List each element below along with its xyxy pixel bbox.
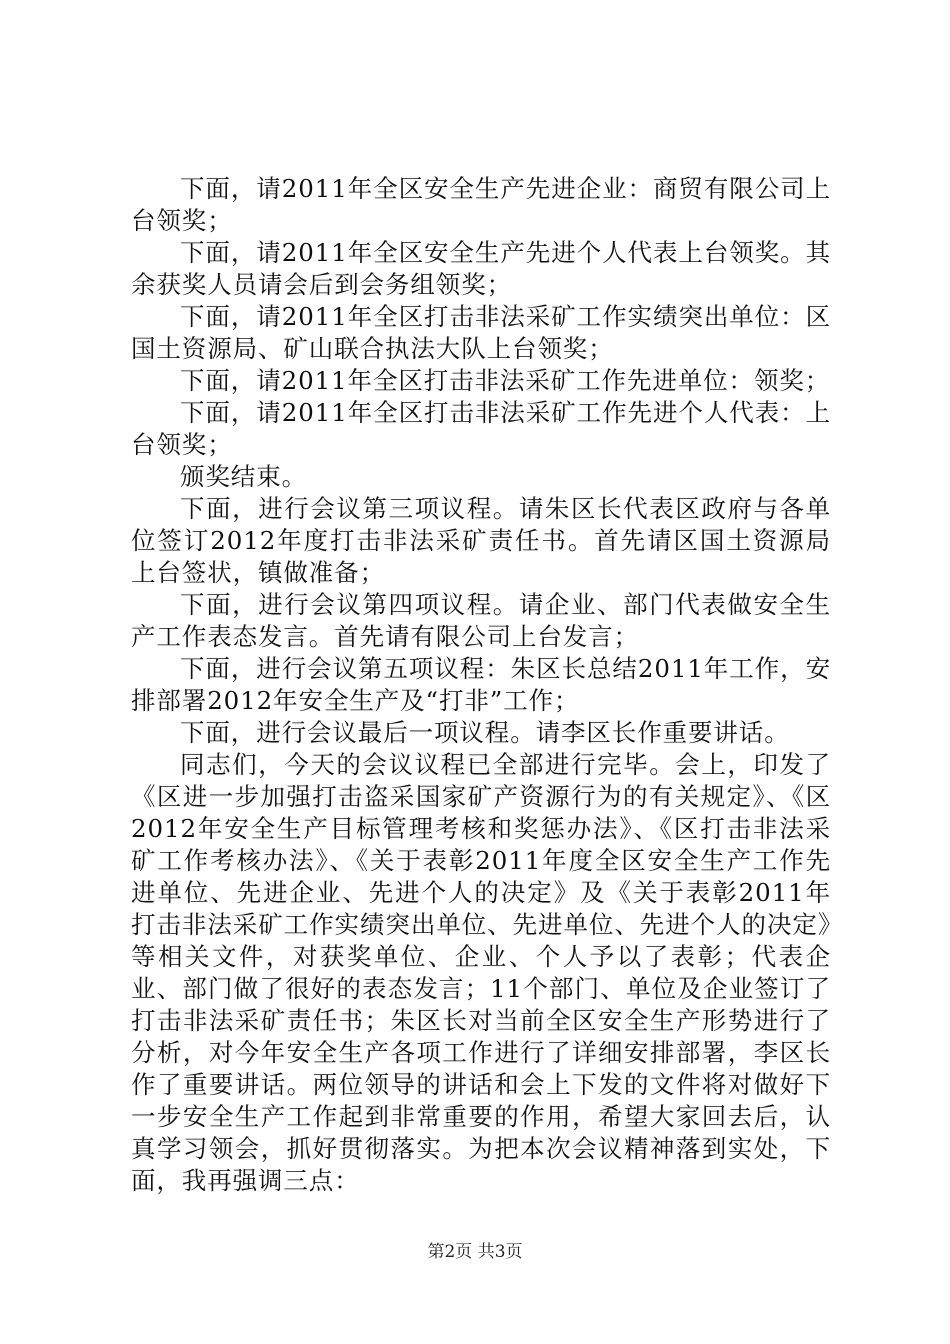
paragraph-agenda-last: 下面，进行会议最后一项议程。请李区长作重要讲话。 xyxy=(180,718,790,747)
paragraph-award-outstanding-unit: 下面，请2011年全区打击非法采矿工作实绩突出单位：区国土资源局、矿山联合执法大队上台领奖； xyxy=(131,302,831,363)
paragraph-agenda-five: 下面，进行会议第五项议程：朱区长总结2011年工作，安排部署2012年安全生产及“打非”工作； xyxy=(131,654,831,715)
paragraph-award-advanced-individual: 下面，请2011年全区打击非法采矿工作先进个人代表：上台领奖； xyxy=(131,398,831,459)
paragraph-summary: 同志们，今天的会议议程已全部进行完毕。会上，印发了《区进一步加强打击盗采国家矿产资源行为的有关规定》、《区2012年安全生产目标管理考核和奖惩办法》、《区打击非法采矿工作考核办法》、《关于表彰2011年度全区安全生产工作先进单位、先进企业、先进个人的决定》及《关于表彰2011年打击非法采矿工作实绩突出单位、先进单位、先进个人的决定》等相关文件，对获奖单位、企业、个人予以了表彰；代表企业、部门做了很好的表态发言；11个部门、单位及企业签订了打击非法采矿责任书；朱区长对当前全区安全生产形势进行了分析，对今年安全生产各项工作进行了详细安排部署，李区长作了重要讲话。两位领导的讲话和会上下发的文件将对做好下一步安全生产工作起到非常重要的作用，希望大家回去后，认真学习领会，抓好贯彻落实。为把本次会议精神落到实处，下面，我再强调三点： xyxy=(131,750,831,1195)
paragraph-award-individual: 下面，请2011年全区安全生产先进个人代表上台领奖。其余获奖人员请会后到会务组领奖； xyxy=(131,238,831,299)
paragraph-award-advanced-unit: 下面，请2011年全区打击非法采矿工作先进单位：领奖； xyxy=(180,366,831,395)
paragraph-award-end: 颁奖结束。 xyxy=(180,462,307,491)
document-body xyxy=(131,173,831,1197)
paragraph-agenda-four: 下面，进行会议第四项议程。请企业、部门代表做安全生产工作表态发言。首先请有限公司上台发言； xyxy=(131,590,831,651)
paragraph-award-enterprise: 下面，请2011年全区安全生产先进企业：商贸有限公司上台领奖； xyxy=(131,174,831,235)
paragraph-agenda-three: 下面，进行会议第三项议程。请朱区长代表区政府与各单位签订2012年度打击非法采矿责任书。首先请区国土资源局上台签状，镇做准备； xyxy=(131,494,831,587)
page-footer: 第2页 共3页 xyxy=(427,1242,523,1262)
